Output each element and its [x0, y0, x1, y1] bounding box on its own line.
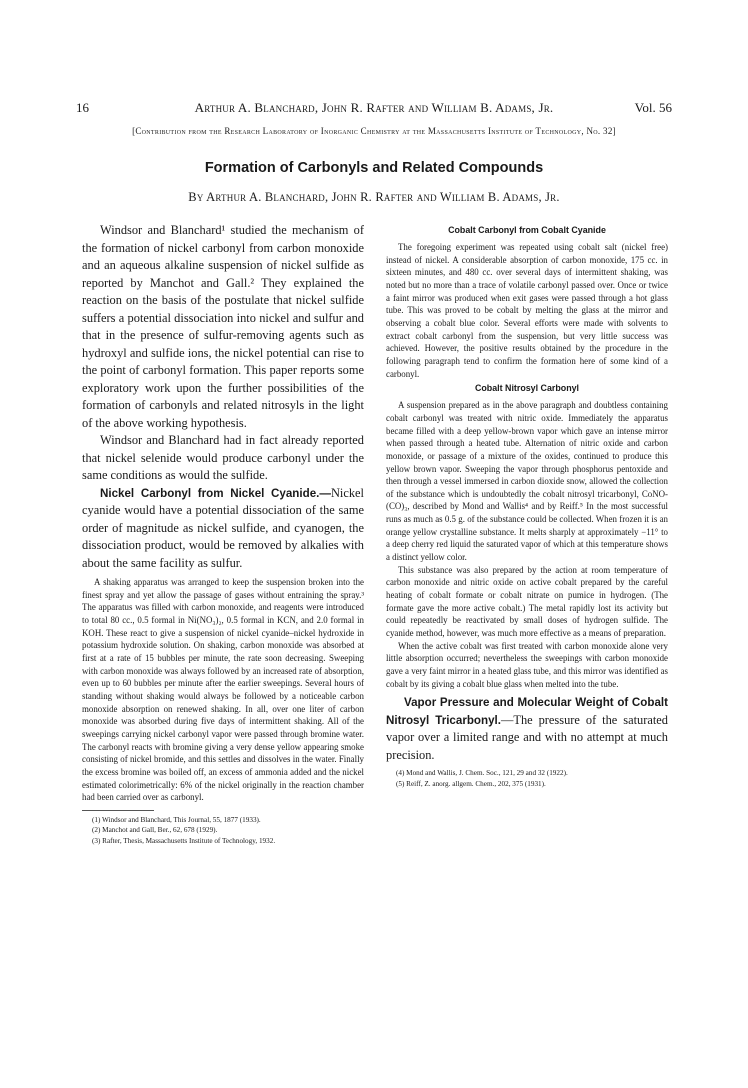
section-intro-text: —The pressure of the saturated vapor over a limited range and with no attempt at much precision. [386, 712, 668, 762]
cobalt-nitrosyl-paragraph: A suspension prepared as in the above paragraph and doubtless containing cobalt carbonyl was treated with nitric oxide. Immediately the apparatus became filled with a deep yellow-brown vapor which gave an intense mirror when passed through a heated tube. Alternation of nitric oxide and carbon monoxide, or passage of a mixture of the oxides, continued to produce this yellow brown vapor. Sweeping the vapor through phosphorus pentoxide and then through a vessel immersed in carbon dioxide snow, allowed the collection of the substance which is undoubtedly the cobalt nitrosyl tricarbonyl, CoNO-(CO)₃, described by Mond and Wallis⁴ and by Reiff.⁵ In the most successful runs as much as 0.5 g. of the substance could be collected. When frozen it is an orange yellow crystalline substance. It melts sharply at approximately −11° to a deep cherry red liquid the saturated vapor of which at this temperature shows a distinct yellow color. [386, 400, 668, 563]
section-intro-text: Nickel cyanide would have a potential dissociation of the same order of magnitude as nickel sulfide, and cyanogen, the dissociation product, would be removed by alkalies with about the same facility as sulfur. [82, 485, 364, 570]
section-heading: Vapor Pressure and Molecular Weight of Cobalt Nitrosyl Tricarbonyl. [386, 696, 668, 727]
cobalt-carbonyl-heading: Cobalt Carbonyl from Cobalt Cyanide [448, 225, 606, 235]
page-number: 16 [76, 100, 89, 115]
running-head: Arthur A. Blanchard, John R. Rafter and William B. Adams, Jr. [194, 100, 554, 115]
shaking-apparatus-paragraph: A shaking apparatus was arranged to keep the suspension broken into the finest spray and yet allow the passage of gases without entraining the spray.³ The apparatus was filled with carbon monoxide, and reagents were introduced to total 80 cc., 0.5 formal in Ni(NO₃)₂, 0.5 formal in KCN, and 2.0 formal in KOH. These react to give a suspension of nickel cyanide–nickel hydroxide in potassium hydroxide solution. On shaking, carbon monoxide was absorbed at first at a rate of 15 bubbles per minute, the rate soon decreasing. Sweeping with carbon monoxide was always followed by an increased rate of absorption, even up to 60 bubbles per minute after the earlier sweepings. Several hours of standing without shaking would always be followed by a noticeable carbon monoxide absorption on renewed shaking. In all, over one liter of carbon monoxide was absorbed during five days of intermittent shaking. All of the sweepings carrying nickel carbonyl vapor were passed through bromine water. The carbonyl reacts with bromine giving a very dense yellow appearing smoke consisting of nickel bromide, and this settles and dissolves in the water. Finally the excess bromine was boiled off, an excess of ammonia added and the nickel estimated colorimetrically: 6% of the nickel originally in the reaction chamber had been carried over as carbonyl. [82, 577, 364, 803]
active-cobalt-paragraph: This substance was also prepared by the action at room temperature of carbon monoxide and nitric oxide on active cobalt prepared by the careful heating of cobalt formate or cobalt nitrate on pumice in hydrogen. (The formate gave the more active cobalt.) The metal rapidly lost its activity but could repeatedly be reactivated by small doses of hydrogen sulfide. The cyanide method, however, was much more effective as a means of preparation. [386, 564, 668, 639]
running-header [76, 100, 672, 116]
footnote-2: (2) Manchot and Gall, Ber., 62, 678 (1929). [92, 826, 218, 835]
footnote-3: (3) Rafter, Thesis, Massachusetts Institute of Technology, 1932. [92, 836, 276, 845]
cobalt-nitrosyl-heading: Cobalt Nitrosyl Carbonyl [474, 383, 580, 394]
left-column [82, 222, 364, 1070]
intro-paragraph: Windsor and Blanchard¹ studied the mechanism of the formation of nickel carbonyl from carbon monoxide and an aqueous alkaline suspension of nickel sulfide as reported by Manchot and Gall.² They explained the reaction on the basis of the postulate that nickel sulfide suffers a potential dissociation into nickel and sulfur and that in the presence of sulfur-removing agents such as hydroxyl and sulfide ions, the nickel potential can rise to the point of carbonyl formation. This paper reports some exploratory work upon the further possibilities of the formation of carbonyls and related nitrosyls in the light of the above working hypothesis. [82, 223, 364, 430]
section-heading: Nickel Carbonyl from Nickel Cyanide.— [100, 486, 331, 500]
contribution-line: [Contribution from the Research Laboratory of Inorganic Chemistry at the Massachusetts Institute of Technology, No. 32] [132, 126, 616, 136]
footnote-rule [82, 810, 154, 811]
selenide-paragraph: Windsor and Blanchard had in fact already reported that nickel selenide would produce carbonyl under the same conditions as would the sulfide. [82, 433, 364, 482]
article-title: Formation of Carbonyls and Related Compounds [204, 160, 544, 176]
right-column [386, 222, 668, 1070]
nickel-cyanide-section [82, 485, 364, 573]
cobalt-carbonyl-paragraph: The foregoing experiment was repeated using cobalt salt (nickel free) instead of nickel. A considerable absorption of carbon monoxide, 175 cc. in sixteen minutes, and 480 cc. over several days of intermittent shaking, was noted but no more than a trace of volatile carbonyl passed over. Once or twice a faint mirror was produced when exit gases were passed through a hot glass tube. This was proved to be cobalt by melting the glass at the mirror and observing a cobalt blue color. Several efforts were made with solvents to extract cobalt carbonyl from the suspension, but very little success was achieved. However, the positive results obtained by the procedure in the following paragraph tend to confirm the formation here of some kind of a carbonyl. [386, 242, 668, 379]
volume-label: Vol. 56 [634, 100, 672, 115]
footnote-4: (4) Mond and Wallis, J. Chem. Soc., 121, 29 and 32 (1922). [396, 769, 568, 778]
footnote-1: (1) Windsor and Blanchard, This Journal, 55, 1877 (1933). [92, 815, 261, 824]
carbon-monoxide-paragraph: When the active cobalt was first treated with carbon monoxide alone very little absorption occurred; nevertheless the sweepings with carbon monoxide gave a very faint mirror in a heated glass tube, and this mirror was identified as cobalt by its giving a cobalt blue glass when melted into the tube. [386, 640, 668, 689]
vapor-pressure-section [386, 694, 668, 764]
footnote-5: (5) Reiff, Z. anorg. allgem. Chem., 202, 375 (1931). [396, 779, 546, 788]
author-byline: By Arthur A. Blanchard, John R. Rafter and William B. Adams, Jr. [188, 190, 560, 204]
